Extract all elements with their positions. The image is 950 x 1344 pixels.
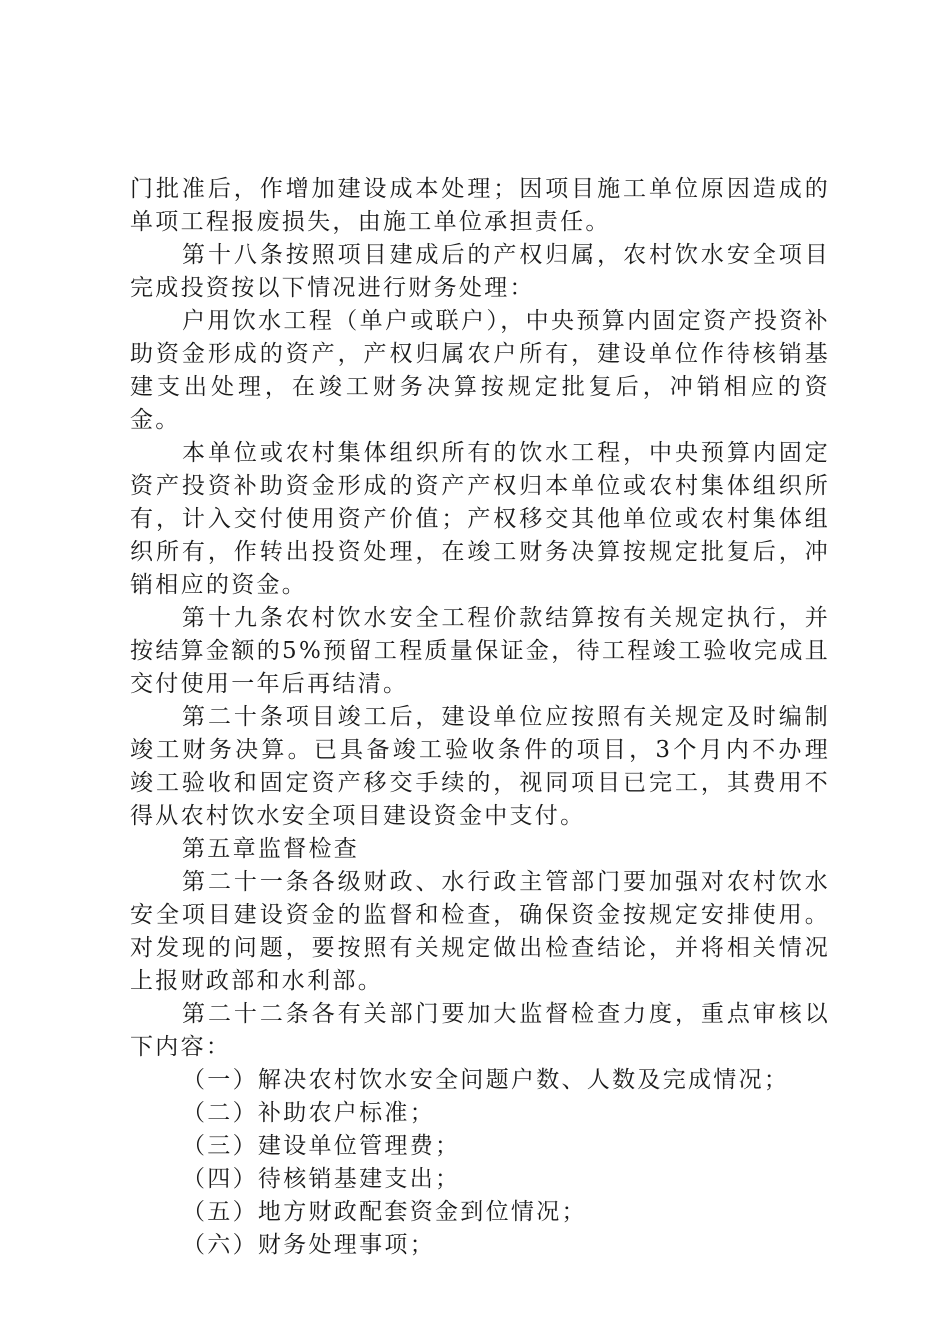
paragraph-article-22: 第二十二条各有关部门要加大监督检查力度，重点审核以下内容： (130, 1001, 830, 1060)
paragraph-article-20: 第二十条项目竣工后，建设单位应按照有关规定及时编制竣工财务决算。已具备竣工验收条件的项目，3个月内不办理竣工验收和固定资产移交手续的，视同项目已完工，其费用不得从农村饮水安全项目建设资金中支付。 (130, 704, 830, 829)
paragraph-household-water: 户用饮水工程（单户或联户），中央预算内固定资产投资补助资金形成的资产，产权归属农户所有，建设单位作待核销基建支出处理，在竣工财务决算按规定批复后，冲销相应的资金。 (130, 308, 830, 433)
chapter-heading: 第五章监督检查 (182, 836, 360, 862)
list-item: （六）财务处理事项； (182, 1232, 435, 1258)
paragraph-continuation: 门批准后，作增加建设成本处理；因项目施工单位原因造成的单项工程报废损失，由施工单位承担责任。 (130, 176, 830, 235)
paragraph-collective-water: 本单位或农村集体组织所有的饮水工程，中央预算内固定资产投资补助资金形成的资产产权归本单位或农村集体组织所有，计入交付使用资产价值；产权移交其他单位或农村集体组织所有，作转出投资处理，在竣工财务决算按规定批复后，冲销相应的资金。 (130, 440, 830, 598)
document-body (130, 173, 830, 1262)
list-item: （三）建设单位管理费； (182, 1133, 461, 1159)
list-item: （一）解决农村饮水安全问题户数、人数及完成情况； (182, 1067, 790, 1093)
list-item: （四）待核销基建支出； (182, 1166, 461, 1192)
list-item: （五）地方财政配套资金到位情况； (182, 1199, 587, 1225)
paragraph-article-19: 第十九条农村饮水安全工程价款结算按有关规定执行，并按结算金额的5%预留工程质量保证金，待工程竣工验收完成且交付使用一年后再结清。 (130, 605, 830, 697)
paragraph-article-18: 第十八条按照项目建成后的产权归属，农村饮水安全项目完成投资按以下情况进行财务处理： (130, 242, 830, 301)
paragraph-article-21: 第二十一条各级财政、水行政主管部门要加强对农村饮水安全项目建设资金的监督和检查，确保资金按规定安排使用。对发现的问题，要按照有关规定做出检查结论，并将相关情况上报财政部和水利部。 (130, 869, 830, 994)
list-item: （二）补助农户标准； (182, 1100, 435, 1126)
